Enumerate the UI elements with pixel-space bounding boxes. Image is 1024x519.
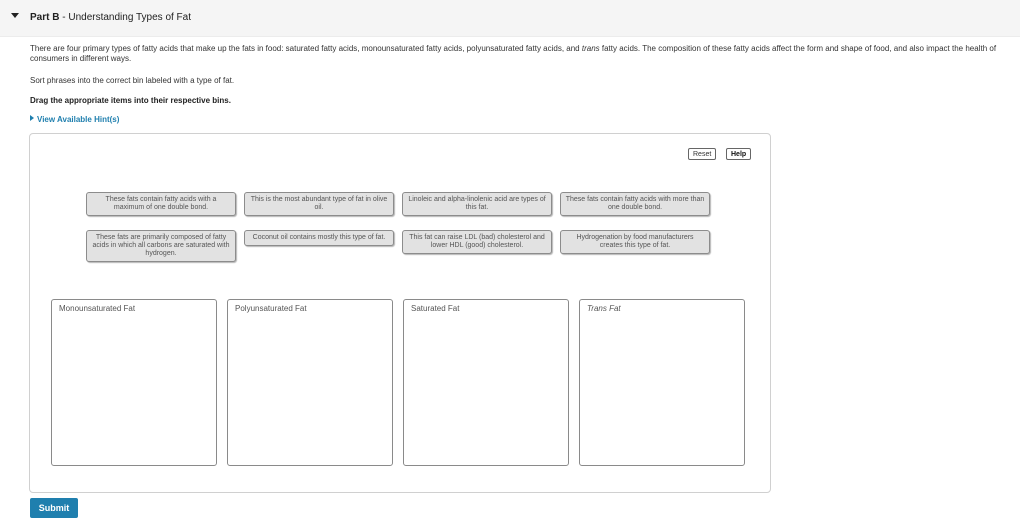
bin-polyunsaturated[interactable] [227, 299, 393, 466]
bin-trans[interactable] [579, 299, 745, 466]
bin-label-monounsaturated: Monounsaturated Fat [59, 304, 136, 313]
part-title-text: Understanding Types of Fat [68, 12, 192, 23]
part-label: Part B [30, 12, 60, 23]
bin-label-polyunsaturated: Polyunsaturated Fat [235, 304, 307, 313]
part-title [30, 12, 191, 23]
sort-instruction: Sort phrases into the correct bin labeled with a type of fat. [30, 76, 235, 85]
drag-item-2[interactable]: This is the most abundant type of fat in olive oil. [244, 192, 394, 216]
bin-saturated[interactable] [403, 299, 569, 466]
intro-text-2: fatty acids. The composition of these fatty acids affect the form and shape of food, and also impact the health of consumers in different ways. [30, 44, 997, 63]
collapse-caret-icon[interactable] [11, 13, 19, 18]
submit-button[interactable]: Submit [30, 498, 78, 518]
intro-text-1: There are four primary types of fatty acids that make up the fats in food: saturated fatty acids, monounsaturated fatty acids, polyunsaturated fatty acids, and [30, 44, 582, 53]
drag-item-5[interactable]: These fats are primarily composed of fatty acids in which all carbons are saturated with hydrogen. [86, 230, 236, 262]
intro-italic-trans: trans [581, 44, 600, 53]
bin-label-trans: Trans Fat [587, 304, 621, 313]
part-title-separator: - [59, 12, 69, 23]
drag-item-7[interactable]: This fat can raise LDL (bad) cholesterol and lower HDL (good) cholesterol. [402, 230, 552, 254]
reset-button[interactable]: Reset [688, 148, 716, 160]
help-button[interactable]: Help [726, 148, 751, 160]
view-hints-link[interactable] [30, 115, 119, 124]
drag-item-6[interactable]: Coconut oil contains mostly this type of fat. [244, 230, 394, 246]
drag-item-4[interactable]: These fats contain fatty acids with more than one double bond. [560, 192, 710, 216]
drag-drop-workspace [29, 133, 771, 493]
hint-caret-icon [30, 115, 34, 121]
drag-instruction: Drag the appropriate items into their respective bins. [30, 96, 231, 105]
bin-label-saturated: Saturated Fat [411, 304, 460, 313]
bin-monounsaturated[interactable] [51, 299, 217, 466]
drag-item-3[interactable]: Linoleic and alpha-linolenic acid are types of this fat. [402, 192, 552, 216]
drag-item-1[interactable]: These fats contain fatty acids with a maximum of one double bond. [86, 192, 236, 216]
intro-paragraph [30, 44, 1005, 64]
part-header[interactable] [0, 0, 1020, 37]
view-hints-label: View Available Hint(s) [37, 115, 120, 124]
drag-item-8[interactable]: Hydrogenation by food manufacturers creates this type of fat. [560, 230, 710, 254]
